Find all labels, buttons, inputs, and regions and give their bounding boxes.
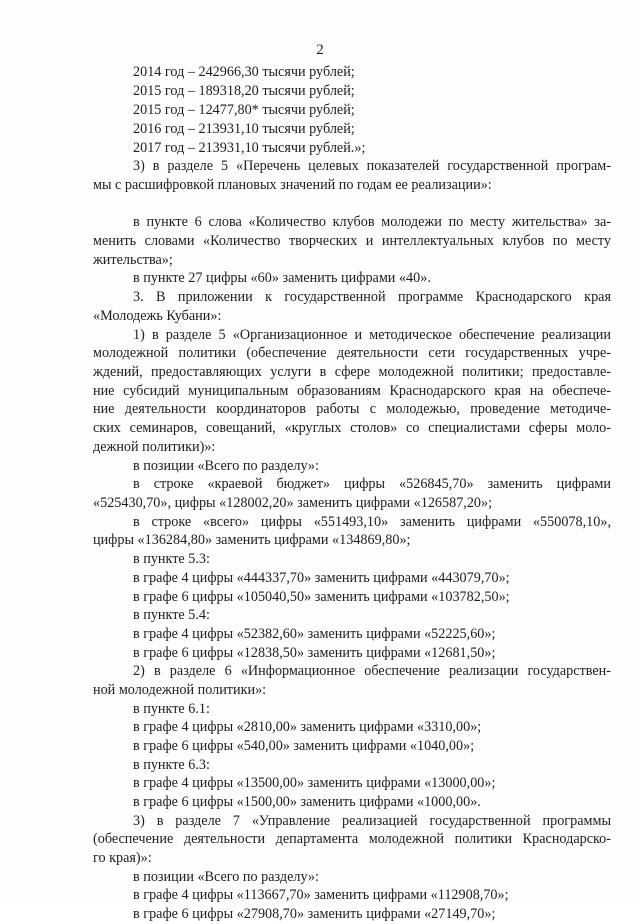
text-line: ских семинаров, совещаний, «круглых столов» со специалистами сферы моло- <box>93 420 611 436</box>
text-line: в пункте 5.3: <box>133 551 210 567</box>
text-line: в графе 6 цифры «27908,70» заменить цифрами «27149,70»; <box>133 906 496 922</box>
page-number: 2 <box>316 42 324 58</box>
text-line: в позиции «Всего по разделу»: <box>133 869 319 885</box>
text-line: в пункте 6.1: <box>133 701 210 717</box>
text-line: в пункте 6 слова «Количество клубов молодежи по месту жительства» за- <box>133 214 611 230</box>
text-line: цифры «136284,80» заменить цифрами «134869,80»; <box>93 532 411 548</box>
text-line: молодежной политики (обеспечение деятельности сети государственных учре- <box>93 345 611 361</box>
text-line: менить словами «Количество творческих и интеллектуальных клубов по месту <box>93 233 611 249</box>
text-line: в графе 4 цифры «113667,70» заменить цифрами «112908,70»; <box>133 887 509 903</box>
text-line: ние субсидий муниципальным образованиям Краснодарского края на обеспече- <box>93 383 611 399</box>
text-line: в строке «всего» цифры «551493,10» заменить цифрами «550078,10», <box>133 514 611 530</box>
text-line: ждений, предоставляющих услуги в сфере молодежной политики; предоставле- <box>93 364 611 380</box>
text-line: ной молодежной политики»: <box>93 682 267 698</box>
text-line: «525430,70», цифры «128002,20» заменить цифрами «126587,20»; <box>93 495 493 511</box>
text-line: жительства»; <box>93 252 173 268</box>
text-line: в позиции «Всего по разделу»: <box>133 458 319 474</box>
text-line: ние деятельности координаторов работы с молодежью, проведение методиче- <box>93 401 611 417</box>
text-line: в пункте 27 цифры «60» заменить цифрами «40». <box>133 270 431 286</box>
text-line: в графе 4 цифры «2810,00» заменить цифрами «3310,00»; <box>133 719 482 735</box>
text-line: го края)»: <box>93 850 152 866</box>
text-line: «Молодежь Кубани»: <box>93 308 222 324</box>
text-line: 3) в разделе 7 «Управление реализацией государственной программы <box>133 813 611 829</box>
text-line: 3) в разделе 5 «Перечень целевых показателей государственной програм- <box>133 158 611 174</box>
text-line: 2016 год – 213931,10 тысячи рублей; <box>133 121 355 137</box>
text-line: дежной политики)»: <box>93 439 216 455</box>
text-line: в графе 6 цифры «105040,50» заменить цифрами «103782,50»; <box>133 589 510 605</box>
text-line: 1) в разделе 5 «Организационное и методическое обеспечение реализации <box>133 327 611 343</box>
text-line: в графе 6 цифры «540,00» заменить цифрами «1040,00»; <box>133 738 475 754</box>
text-line: в пункте 5.4: <box>133 607 210 623</box>
text-line: 3. В приложении к государственной программе Краснодарского края <box>133 289 611 305</box>
text-line: в пункте 6.3: <box>133 757 210 773</box>
text-line: в графе 6 цифры «1500,00» заменить цифрами «1000,00». <box>133 794 481 810</box>
text-line: (обеспечение деятельности департамента молодежной политики Краснодарско- <box>93 831 611 847</box>
text-line: в строке «краевой бюджет» цифры «526845,70» заменить цифрами <box>133 476 611 492</box>
text-line: 2015 год – 12477,80* тысячи рублей; <box>133 102 355 118</box>
text-line: 2014 год – 242966,30 тысячи рублей; <box>133 64 355 80</box>
text-line: в графе 6 цифры «12838,50» заменить цифрами «12681,50»; <box>133 645 496 661</box>
text-line: мы с расшифровкой плановых значений по годам ее реализации»: <box>93 177 492 193</box>
text-line: 2) в разделе 6 «Информационное обеспечение реализации государствен- <box>133 663 611 679</box>
text-line: в графе 4 цифры «444337,70» заменить цифрами «443079,70»; <box>133 570 510 586</box>
text-line: в графе 4 цифры «13500,00» заменить цифрами «13000,00»; <box>133 775 496 791</box>
text-line: 2017 год – 213931,10 тысячи рублей.»; <box>133 140 366 156</box>
text-line: 2015 год – 189318,20 тысячи рублей; <box>133 83 355 99</box>
text-line: в графе 4 цифры «52382,60» заменить цифрами «52225,60»; <box>133 626 496 642</box>
